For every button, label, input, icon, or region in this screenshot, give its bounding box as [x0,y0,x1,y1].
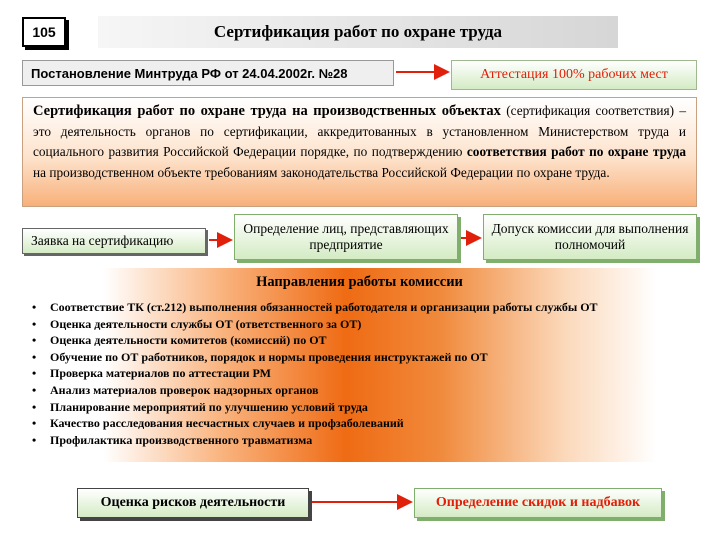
resolution-reference: Постановление Минтруда РФ от 24.04.2002г. №28 [22,60,394,86]
list-item: • Оценка деятельности службы ОТ (ответственного за ОТ) [32,316,362,331]
application-box: Заявка на сертификацию [22,228,206,254]
list-item: • Оценка деятельности комитетов (комиссий) по ОТ [32,333,327,348]
page-title: Сертификация работ по охране труда [98,16,618,48]
list-item: • Планирование мероприятий по улучшению условий труда [32,399,368,414]
persons-box: Определение лиц, представляющих предприятие [234,214,458,260]
definition-text-2: на производственном объекте требованиям законодательства Российской Федерации по охране труда. [33,164,610,180]
slide-number: 105 [22,17,66,47]
list-item: • Качество расследования несчастных случаев и профзаболеваний [32,416,404,431]
list-item: • Профилактика производственного травматизма [32,432,313,447]
attestation-box: Аттестация 100% рабочих мест [451,60,697,90]
list-item: • Обучение по ОТ работников, порядок и нормы проведения инструктажей по ОТ [32,349,488,364]
bullet-icon: • [32,432,37,447]
admission-box: Допуск комиссии для выполнения полномочий [483,214,697,260]
risk-assessment-box: Оценка рисков деятельности [77,488,309,518]
directions-title: Направления работы комиссии [256,274,463,290]
bullet-icon: • [32,416,37,431]
bullet-icon: • [32,333,37,348]
bullet-icon: • [32,349,37,364]
list-item: • Анализ материалов проверок надзорных органов [32,382,319,397]
bullet-icon: • [32,399,37,414]
bullet-icon: • [32,366,37,381]
bullet-icon: • [32,316,37,331]
definition-bold: соответствия работ по охране труда [466,144,686,160]
bullet-icon: • [32,300,37,314]
list-item: • Соответствие ТК (ст.212) выполнения обязанностей работодателя и организации работы службы ОТ [32,300,598,314]
definition-lead: Сертификация работ по охране труда на производственных объектах [33,103,501,119]
discounts-box: Определение скидок и надбавок [414,488,662,518]
bullet-icon: • [32,382,37,397]
definition-text-1: (сертификация соответствия) – это деятельность органов по сертификации, аккредитованных в установленном Министерством труда и социального развития Российской Федерации порядке, по подтверждению [33,103,687,160]
list-item: • Проверка материалов по аттестации РМ [32,366,271,381]
